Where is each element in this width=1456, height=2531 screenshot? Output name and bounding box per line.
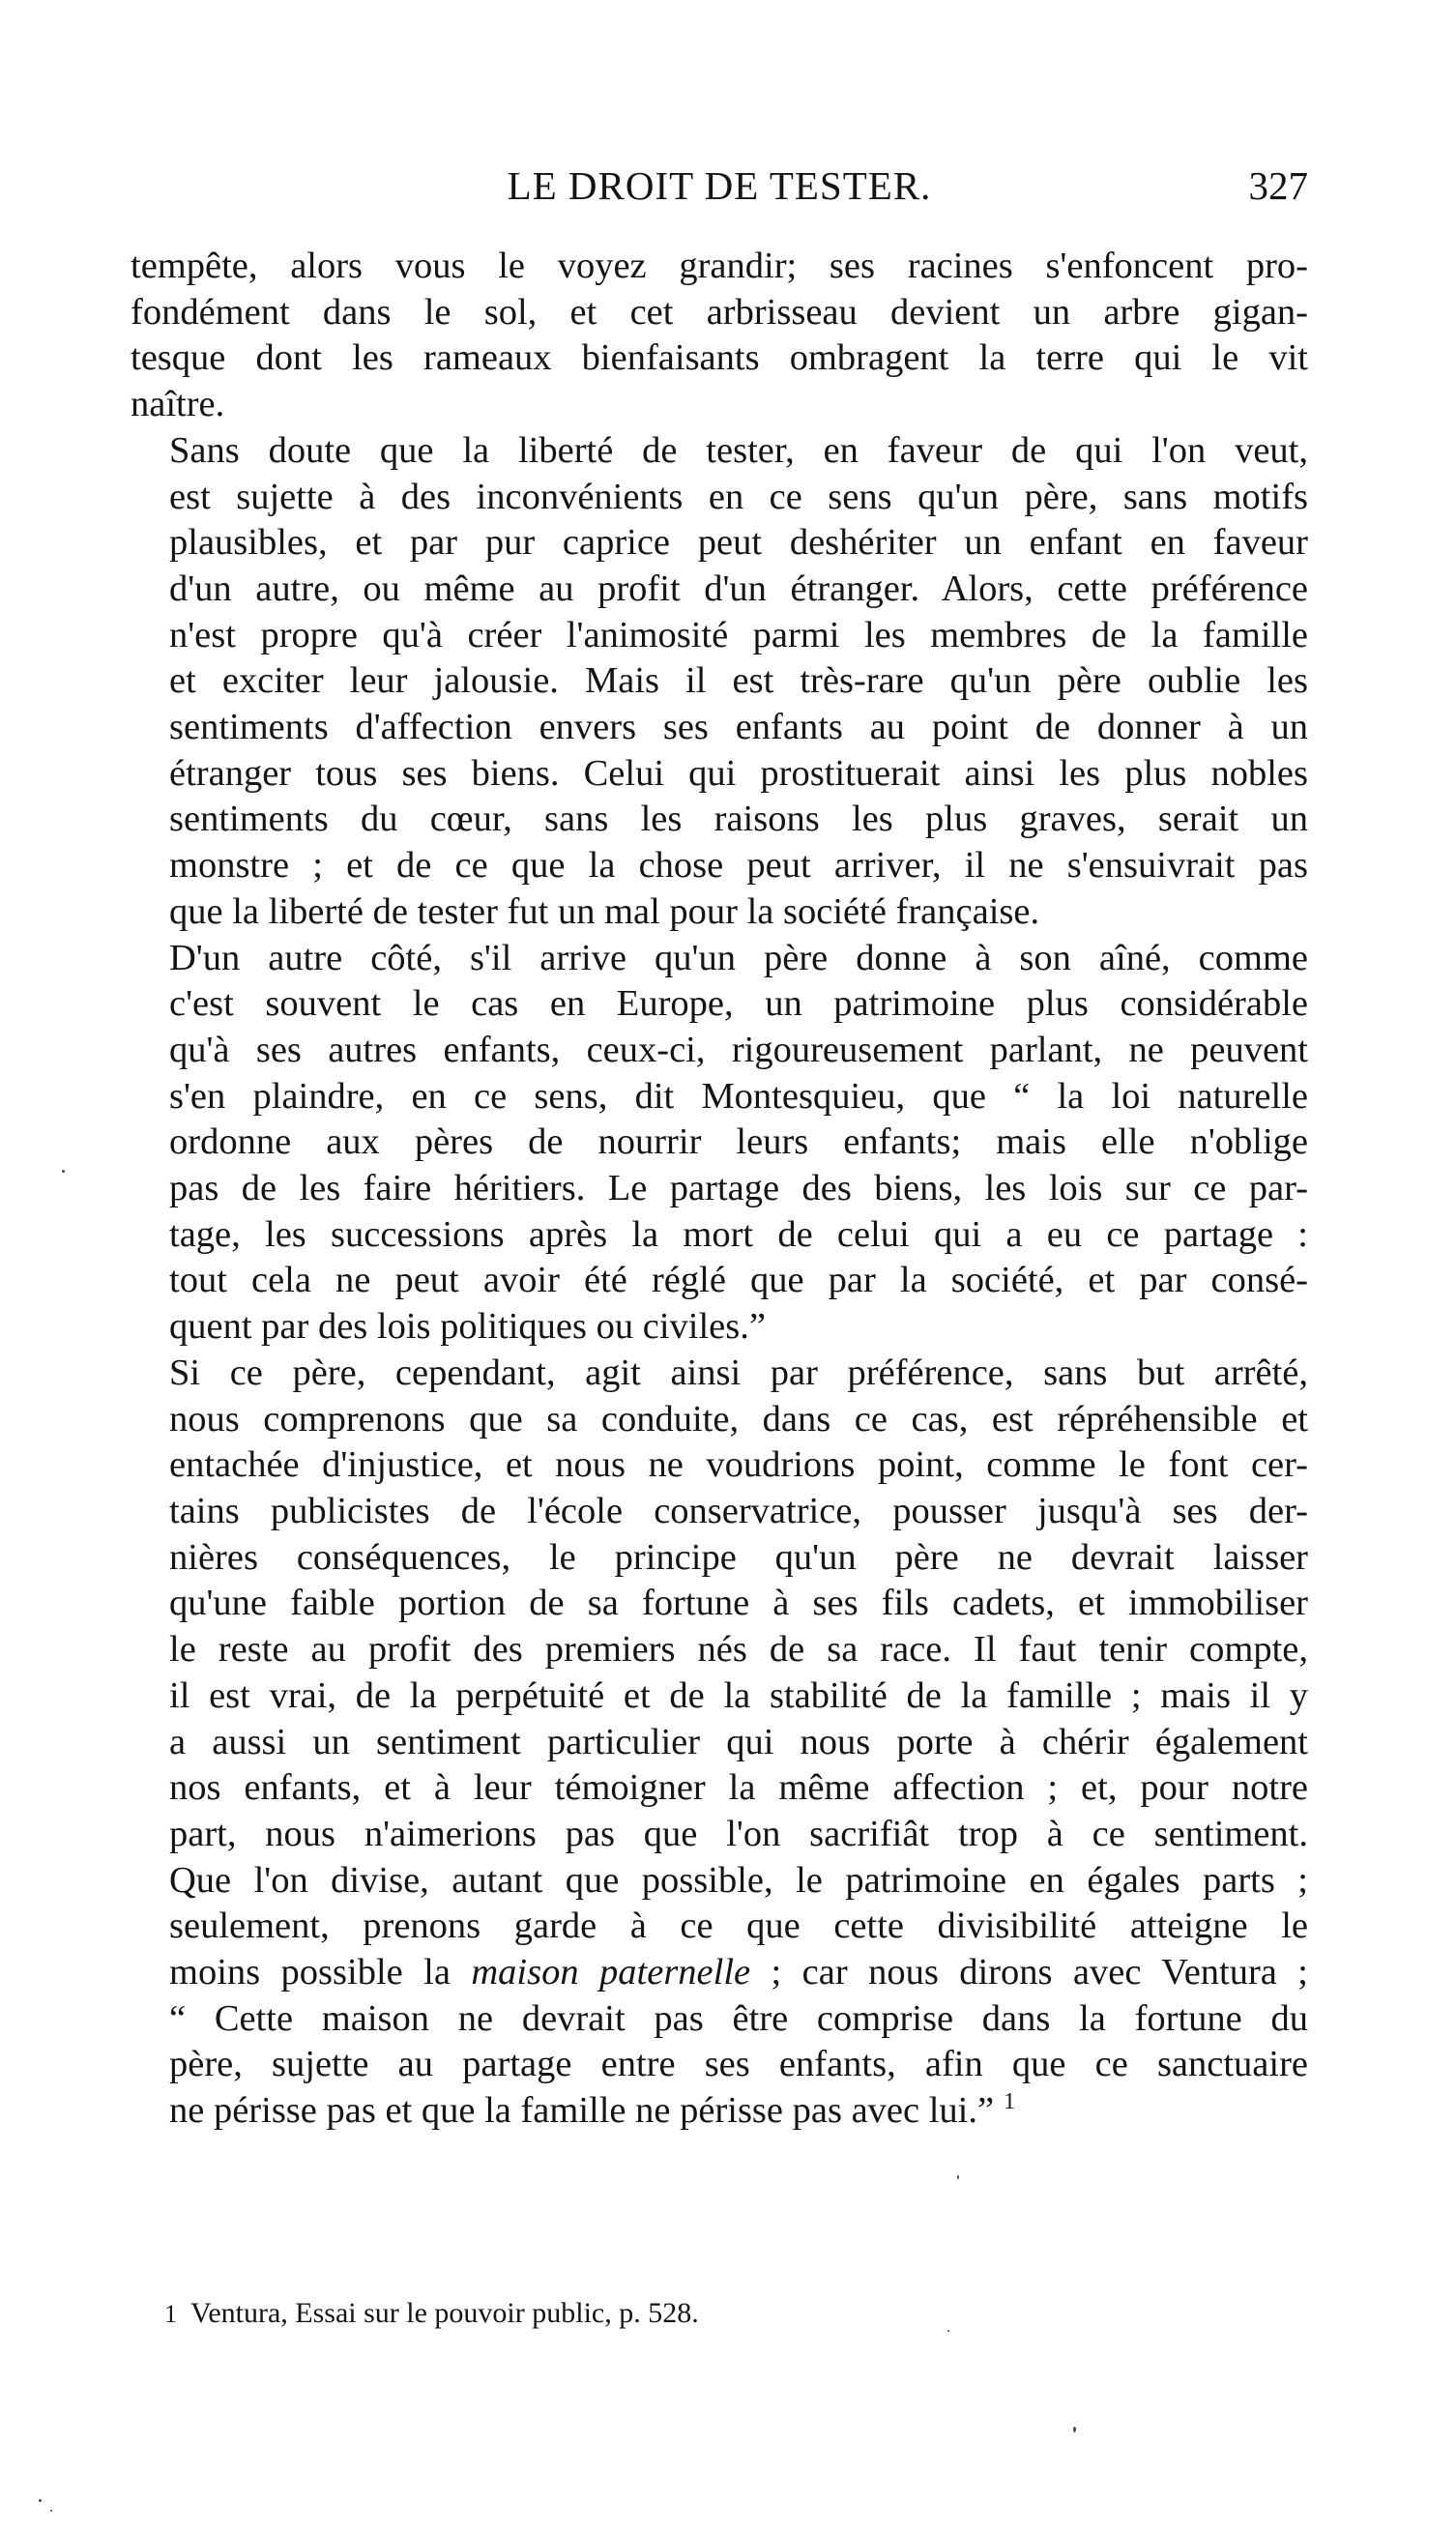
text-line: le reste au profit des premiers nés de sa race. Il faut tenir compte, (169, 1629, 1308, 1671)
text-line: fondément dans le sol, et cet arbrisseau devient un arbre gigan- (131, 291, 1308, 333)
page-number: 327 (1248, 163, 1308, 208)
text-line: D'un autre côté, s'il arrive qu'un père donne à son aîné, comme (169, 937, 1308, 978)
text-line: et exciter leur jalousie. Mais il est très-rare qu'un père oublie les (169, 660, 1308, 702)
text-line: naître. (131, 384, 225, 425)
print-speck (957, 2175, 959, 2179)
running-head (131, 162, 1308, 220)
text-line: c'est souvent le cas en Europe, un patrimoine plus considérable (169, 983, 1308, 1025)
text-run: ; car nous dirons avec Ventura ; (750, 1952, 1308, 1993)
text-line: a aussi un sentiment particulier qui nous porte à chérir également (169, 1721, 1308, 1762)
text-line: qu'à ses autres enfants, ceux-ci, rigoureusement parlant, ne peuvent (169, 1029, 1308, 1070)
paragraph (131, 428, 1308, 936)
text-line: quent par des lois politiques ou civiles.” (169, 1306, 766, 1348)
text-line: d'un autre, ou même au profit d'un étranger. Alors, cette préférence (169, 567, 1308, 609)
text-run: moins possible la (169, 1952, 472, 1993)
text-line: nous comprenons que sa conduite, dans ce cas, est répréhensible et (169, 1398, 1308, 1440)
print-speck (62, 1170, 65, 1173)
paragraph (131, 936, 1308, 1351)
text-line: étranger tous ses biens. Celui qui prostituerait ainsi les plus nobles (169, 752, 1308, 794)
text-line (131, 2088, 1308, 2135)
footnote (164, 2296, 699, 2332)
text-line: tains publicistes de l'école conservatrice, pousser jusqu'à ses der- (169, 1490, 1308, 1531)
italic-phrase: maison paternelle (471, 1952, 751, 1993)
text-line: n'est propre qu'à créer l'animosité parmi les membres de la famille (169, 614, 1308, 655)
text-line: entachée d'injustice, et nous ne voudrions point, comme le font cer- (169, 1444, 1308, 1486)
text-line: Que l'on divise, autant que possible, le patrimoine en égales parts ; (169, 1859, 1308, 1901)
body-text (131, 244, 1308, 2135)
footnote-number: 1 (164, 2300, 177, 2328)
text-line: tempête, alors vous le voyez grandir; ses racines s'enfoncent pro- (131, 246, 1308, 286)
text-line: Sans doute que la liberté de tester, en faveur de qui l'on veut, (169, 429, 1308, 471)
print-speck (1073, 2427, 1076, 2432)
text-line: Si ce père, cependant, agit ainsi par préférence, sans but arrêté, (169, 1352, 1308, 1393)
text-line: tesque dont les rameaux bienfaisants ombragent la terre qui le vit (131, 337, 1308, 379)
text-line (131, 1950, 1308, 1996)
text-line: que la liberté de tester fut un mal pour la société française. (169, 890, 1040, 932)
print-speck (50, 2510, 52, 2512)
text-line: monstre ; et de ce que la chose peut arriver, il ne s'ensuivrait pas (169, 845, 1308, 887)
text-line: pas de les faire héritiers. Le partage des biens, les lois sur ce par- (169, 1168, 1308, 1209)
text-line: tout cela ne peut avoir été réglé que par la société, et par consé- (169, 1260, 1308, 1301)
text-line: sentiments d'affection envers ses enfants au point de donner à un (169, 707, 1308, 748)
text-run: ne périsse pas et que la famille ne périsse pas avec lui.” (169, 2090, 995, 2132)
text-line: qu'une faible portion de sa fortune à ses fils cadets, et immobiliser (169, 1583, 1308, 1624)
text-line: plausibles, et par pur caprice peut deshériter un enfant en faveur (169, 522, 1308, 564)
text-line: part, nous n'aimerions pas que l'on sacrifiât trop à ce sentiment. (169, 1813, 1308, 1854)
print-speck (39, 2499, 42, 2502)
running-title: LE DROIT DE TESTER. (507, 163, 932, 208)
text-line: il est vrai, de la perpétuité et de la stabilité de la famille ; mais il y (169, 1674, 1308, 1716)
footnote-text: Ventura, Essai sur le pouvoir public, p. 528. (190, 2297, 699, 2329)
text-line: nos enfants, et à leur témoigner la même affection ; et, pour notre (169, 1767, 1308, 1809)
text-line: seulement, prenons garde à ce que cette divisibilité atteigne le (169, 1906, 1308, 1947)
text-line: nières conséquences, le principe qu'un père ne devrait laisser (169, 1536, 1308, 1578)
text-line: père, sujette au partage entre ses enfants, afin que ce sanctuaire (169, 2044, 1308, 2085)
print-speck (947, 2330, 949, 2332)
text-line: est sujette à des inconvénients en ce sens qu'un père, sans motifs (169, 476, 1308, 517)
text-line: sentiments du cœur, sans les raisons les plus graves, serait un (169, 799, 1308, 840)
footnote-reference: 1 (1004, 2089, 1016, 2115)
text-line: tage, les successions après la mort de celui qui a eu ce partage : (169, 1213, 1308, 1255)
paragraph (131, 244, 1308, 428)
text-line: ordonne aux pères de nourrir leurs enfants; mais elle n'oblige (169, 1121, 1308, 1163)
paragraph (131, 1351, 1308, 2135)
text-line: “ Cette maison ne devrait pas être comprise dans la fortune du (169, 1997, 1308, 2039)
text-line: s'en plaindre, en ce sens, dit Montesquieu, que “ la loi naturelle (169, 1075, 1308, 1117)
